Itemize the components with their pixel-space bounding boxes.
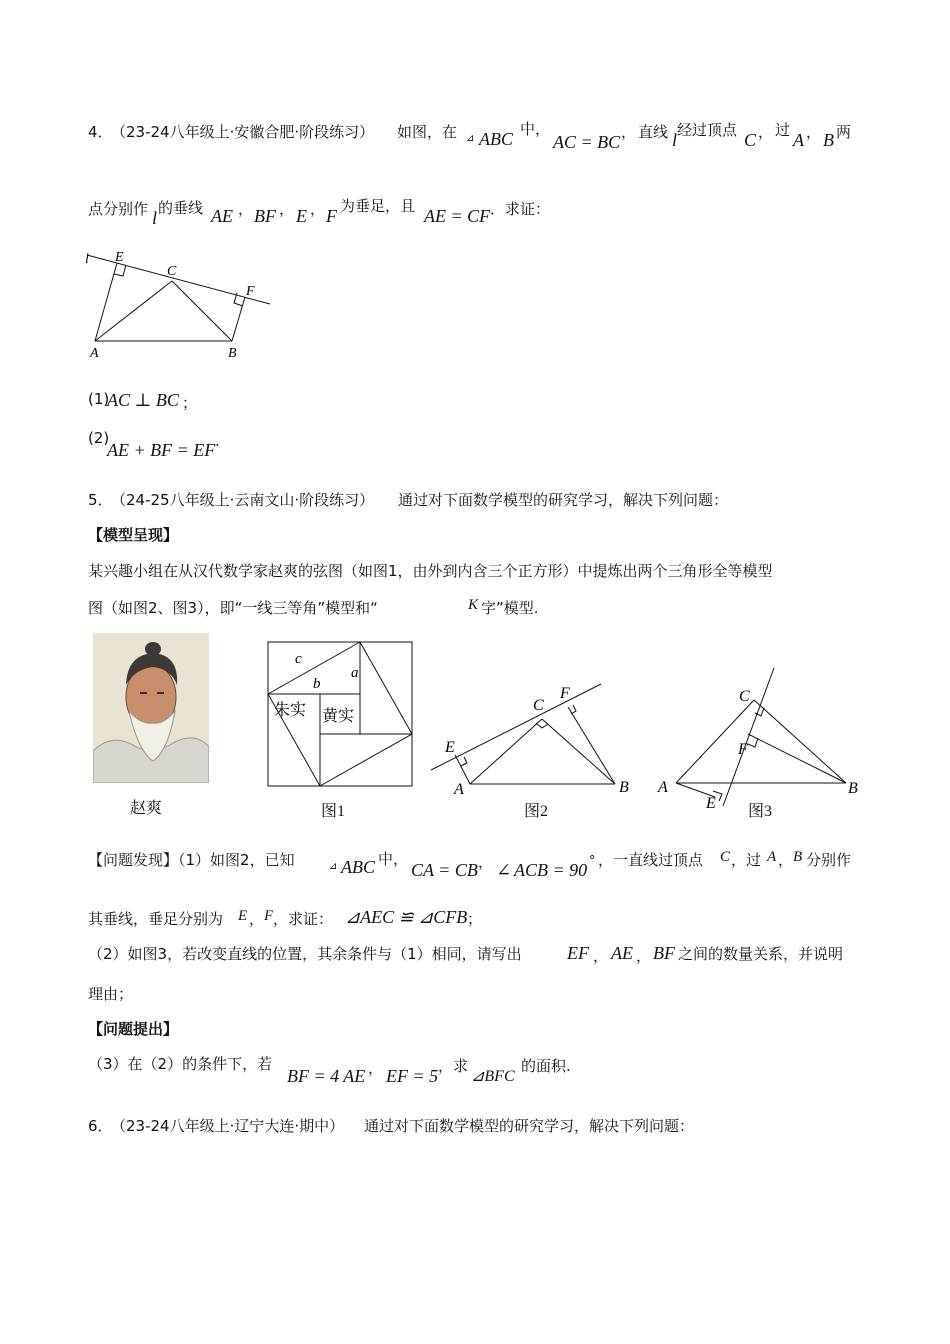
fig2-label-c: C [533,697,544,714]
q4-text: 如图，在 [397,123,458,141]
q4-part2-label: (2) [88,429,110,447]
q5-text: ； [467,910,483,928]
q5-intro: 通过对下面数学模型的研究学习，解决下列问题： [398,491,729,509]
q5-sub3-text: ，求 [438,1057,469,1075]
q5-text: 中， [378,850,409,868]
q4-part2-math: AE + BF = EF [107,440,216,460]
q5-text: 分别作 [806,851,852,869]
q4-math-bf: BF [254,206,276,226]
q4-text: ， [758,123,774,141]
q4-text: 为垂足，且 [340,197,416,215]
q5-number: 5． [88,491,113,509]
q4-text: ， [238,200,254,218]
q5-math-ae: AE [611,943,633,963]
q4-part1-math: AC ⊥ BC [107,390,179,410]
q4-math-c: C [744,130,757,150]
triangle-symbol: ⊿ [466,133,475,144]
q4-math-e: E [296,206,307,226]
q5-sub1-heading: 【问题发现】（1）如图2，已知 [88,851,295,869]
zhao-shuang-portrait [93,633,209,783]
q4-text: 两 [836,123,852,141]
q4-math-abc: ABC [479,129,513,149]
caption-zhao-shuang: 赵爽 [130,798,163,817]
q4-text: ， [806,123,822,141]
q5-b-letter: B [793,849,803,865]
fig3-label-e: E [706,795,716,812]
q4-text: 中， [520,120,551,138]
q4-source: （23-24八年级上·安徽合肥·阶段练习） [111,123,375,141]
q5-e-letter: E [238,908,248,924]
fig2-label-f: F [560,685,570,702]
q4-text: ， [279,200,295,218]
fig1-label-c: c [295,651,302,667]
q6-source: （23-24八年级上·辽宁大连·期中） [111,1117,345,1135]
fig3-label-a: A [658,779,668,796]
q5-text: ， [249,910,265,928]
q4-math-l: l [152,208,158,228]
fig3-label-b: B [848,780,858,797]
q5-text: ， [593,947,609,965]
q5-text: ， [636,947,652,965]
q5-text: 其垂线，垂足分别为 [88,910,224,928]
q4-text: 经过顶点 [677,121,738,139]
q5-math-bf: BF [653,943,675,963]
q5-paragraph-line1: 某兴趣小组在从汉代数学家赵爽的弦图（如图1，由外到内含三个正方形）中提炼出两个三角形全等模型 [88,562,773,580]
fig4-label-b: B [228,346,237,361]
fig4-label-f: F [246,284,255,299]
q4-math-a: A [793,130,804,150]
q5-math-abc: ABC [341,857,375,877]
fig1-label-zhu-shi: 朱实 [274,702,307,719]
q5-sub3-text: 的面积. [521,1057,571,1075]
q5-math-bfc: ⊿BFC [471,1068,515,1085]
triangle-symbol: ⊿ [329,861,338,872]
q5-text: ， [478,853,494,871]
q4-text: ．求证： [490,200,551,218]
fig2-label-e: E [445,739,455,756]
fig1-label-huang-shi: 黄实 [322,708,355,725]
fig2-label-b: B [619,779,629,796]
q6-intro: 通过对下面数学模型的研究学习，解决下列问题： [364,1117,695,1135]
q5-math-ca-cb: CA = CB [411,860,478,880]
q5-math-ef-5: EF = 5 [386,1066,439,1086]
q5-math-congruence: ⊿AEC ≌ ⊿CFB [345,907,468,927]
q4-text: ， [310,200,326,218]
figure-2 [425,678,640,798]
caption-figure-2: 图2 [524,803,549,820]
q5-math-angle: ACB = 90 [514,860,588,880]
fig1-label-a: a [351,665,359,681]
q5-text: ， [778,851,794,869]
q5-sub3-text: （3）在（2）的条件下，若 [88,1055,273,1073]
q5-text: ，一直线过顶点 [598,851,704,869]
q4-number: 4． [88,123,113,141]
angle-symbol: ∠ [496,860,512,880]
q4-math-l: l [672,130,678,150]
q4-figure [80,245,280,365]
fig4-label-e: E [115,250,124,265]
q4-math-f: F [326,206,337,226]
q5-paragraph-text: 图（如图2、图3），即“一线三等角”模型和“ [88,599,378,617]
q4-text: 直线 [638,123,669,141]
fig4-label-c: C [167,264,177,279]
q4-math-eq1: AC = BC [553,132,621,152]
q5-paragraph-text: 字”模型. [481,599,539,617]
fig1-label-b: b [313,676,321,692]
q5-sub2-text: 理由； [88,985,134,1003]
degree-symbol: ° [589,854,596,869]
fig4-label-a: A [90,346,99,361]
q5-heading-problem: 【问题提出】 [88,1020,179,1038]
q5-f-letter: F [264,908,274,924]
q4-text: 点分别作 [88,200,149,218]
q4-math-ae: AE [211,206,233,226]
q4-text: 过 [775,121,791,139]
q6-number: 6． [88,1117,113,1135]
q5-sub2-text: 之间的数量关系，并说明 [678,945,844,963]
q5-math-bf-4ae: BF = 4 AE [287,1066,366,1086]
q5-text: ，过 [731,851,762,869]
q5-k-letter: K [468,597,479,613]
fig2-label-a: A [454,781,464,798]
fig3-label-f: F [738,741,748,758]
fig4-label-l: l [85,252,89,267]
q4-text: ， [621,123,637,141]
q4-text: 的垂线 [158,199,204,217]
q4-part1-end: ； [182,394,198,412]
q5-text: ，求证： [273,910,334,928]
q5-math-ef: EF [567,943,589,963]
q5-heading-model: 【模型呈现】 [88,526,179,544]
caption-figure-3: 图3 [748,803,773,820]
q4-math-b: B [823,130,834,150]
q4-part1-label: (1) [88,390,110,408]
q5-source: （24-25八年级上·云南文山·阶段练习） [111,491,375,509]
q5-c-letter: C [720,849,731,865]
q4-math-eq2: AE = CF [424,206,491,226]
caption-figure-1: 图1 [321,803,346,820]
q4-part2-end: . [215,432,220,450]
figure-3 [652,668,867,813]
figure-1-xian-tu [260,635,420,790]
q5-a-letter: A [767,849,777,865]
q5-text: ， [368,1059,384,1077]
fig3-label-c: C [739,688,750,705]
q5-sub2-text: （2）如图3，若改变直线的位置，其余条件与（1）相同，请写出 [88,945,522,963]
